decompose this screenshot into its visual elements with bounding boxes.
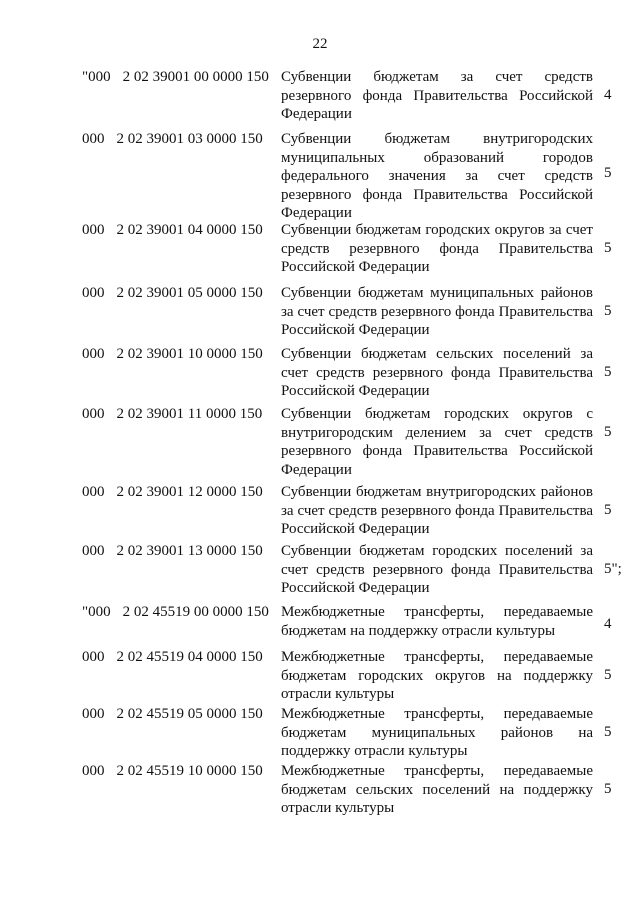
row-category: 4 [604,87,612,103]
row-category: 5 [604,240,612,256]
row-category: 5 [604,724,612,740]
row-category: 5"; [604,561,622,577]
row-category: 5 [604,165,612,181]
classification-code: "000 2 02 45519 00 0000 150 [82,604,269,620]
row-description: Межбюджетные трансферты, передаваемые бюджетам сельских поселений на поддержку отрасли культуры [281,763,593,816]
classification-code: 000 2 02 45519 10 0000 150 [82,763,263,779]
row-description: Субвенции бюджетам внутригородских муниципальных образований городов федерального значения за счет средств резервного фонда Правительства Российской Федерации [281,131,593,221]
classification-code: 000 2 02 39001 11 0000 150 [82,406,263,422]
row-description: Субвенции бюджетам внутригородских районов за счет средств резервного фонда Правительства Российской Федерации [281,484,593,537]
row-description: Субвенции бюджетам сельских поселений за счет средств резервного фонда Правительства Российской Федерации [281,346,593,399]
classification-code: 000 2 02 39001 04 0000 150 [82,222,263,238]
row-description: Межбюджетные трансферты, передаваемые бюджетам городских округов на поддержку отрасли культуры [281,649,593,702]
row-category: 5 [604,303,612,319]
classification-code: 000 2 02 39001 10 0000 150 [82,346,263,362]
row-category: 5 [604,667,612,683]
row-category: 5 [604,781,612,797]
row-description: Субвенции бюджетам муниципальных районов за счет средств резервного фонда Правительства Российской Федерации [281,285,593,338]
row-description: Межбюджетные трансферты, передаваемые бюджетам муниципальных районов на поддержку отрасли культуры [281,706,593,759]
row-description: Субвенции бюджетам городских округов за счет средств резервного фонда Правительства Российской Федерации [281,222,593,275]
page-number: 22 [312,36,328,52]
row-category: 5 [604,502,612,518]
classification-code: "000 2 02 39001 00 0000 150 [82,69,269,85]
row-category: 5 [604,424,612,440]
classification-code: 000 2 02 39001 13 0000 150 [82,543,263,559]
row-description: Субвенции бюджетам городских поселений за счет средств резервного фонда Правительства Российской Федерации [281,543,593,596]
row-description: Субвенции бюджетам за счет средств резервного фонда Правительства Российской Федерации [281,69,593,122]
classification-code: 000 2 02 45519 04 0000 150 [82,649,263,665]
row-description: Субвенции бюджетам городских округов с внутригородским делением за счет средств резервного фонда Правительства Российской Федерации [281,406,593,478]
row-category: 5 [604,364,612,380]
classification-code: 000 2 02 39001 03 0000 150 [82,131,263,147]
classification-code: 000 2 02 45519 05 0000 150 [82,706,263,722]
row-category: 4 [604,616,612,632]
row-description: Межбюджетные трансферты, передаваемые бюджетам на поддержку отрасли культуры [281,604,593,639]
classification-code: 000 2 02 39001 05 0000 150 [82,285,263,301]
classification-code: 000 2 02 39001 12 0000 150 [82,484,263,500]
